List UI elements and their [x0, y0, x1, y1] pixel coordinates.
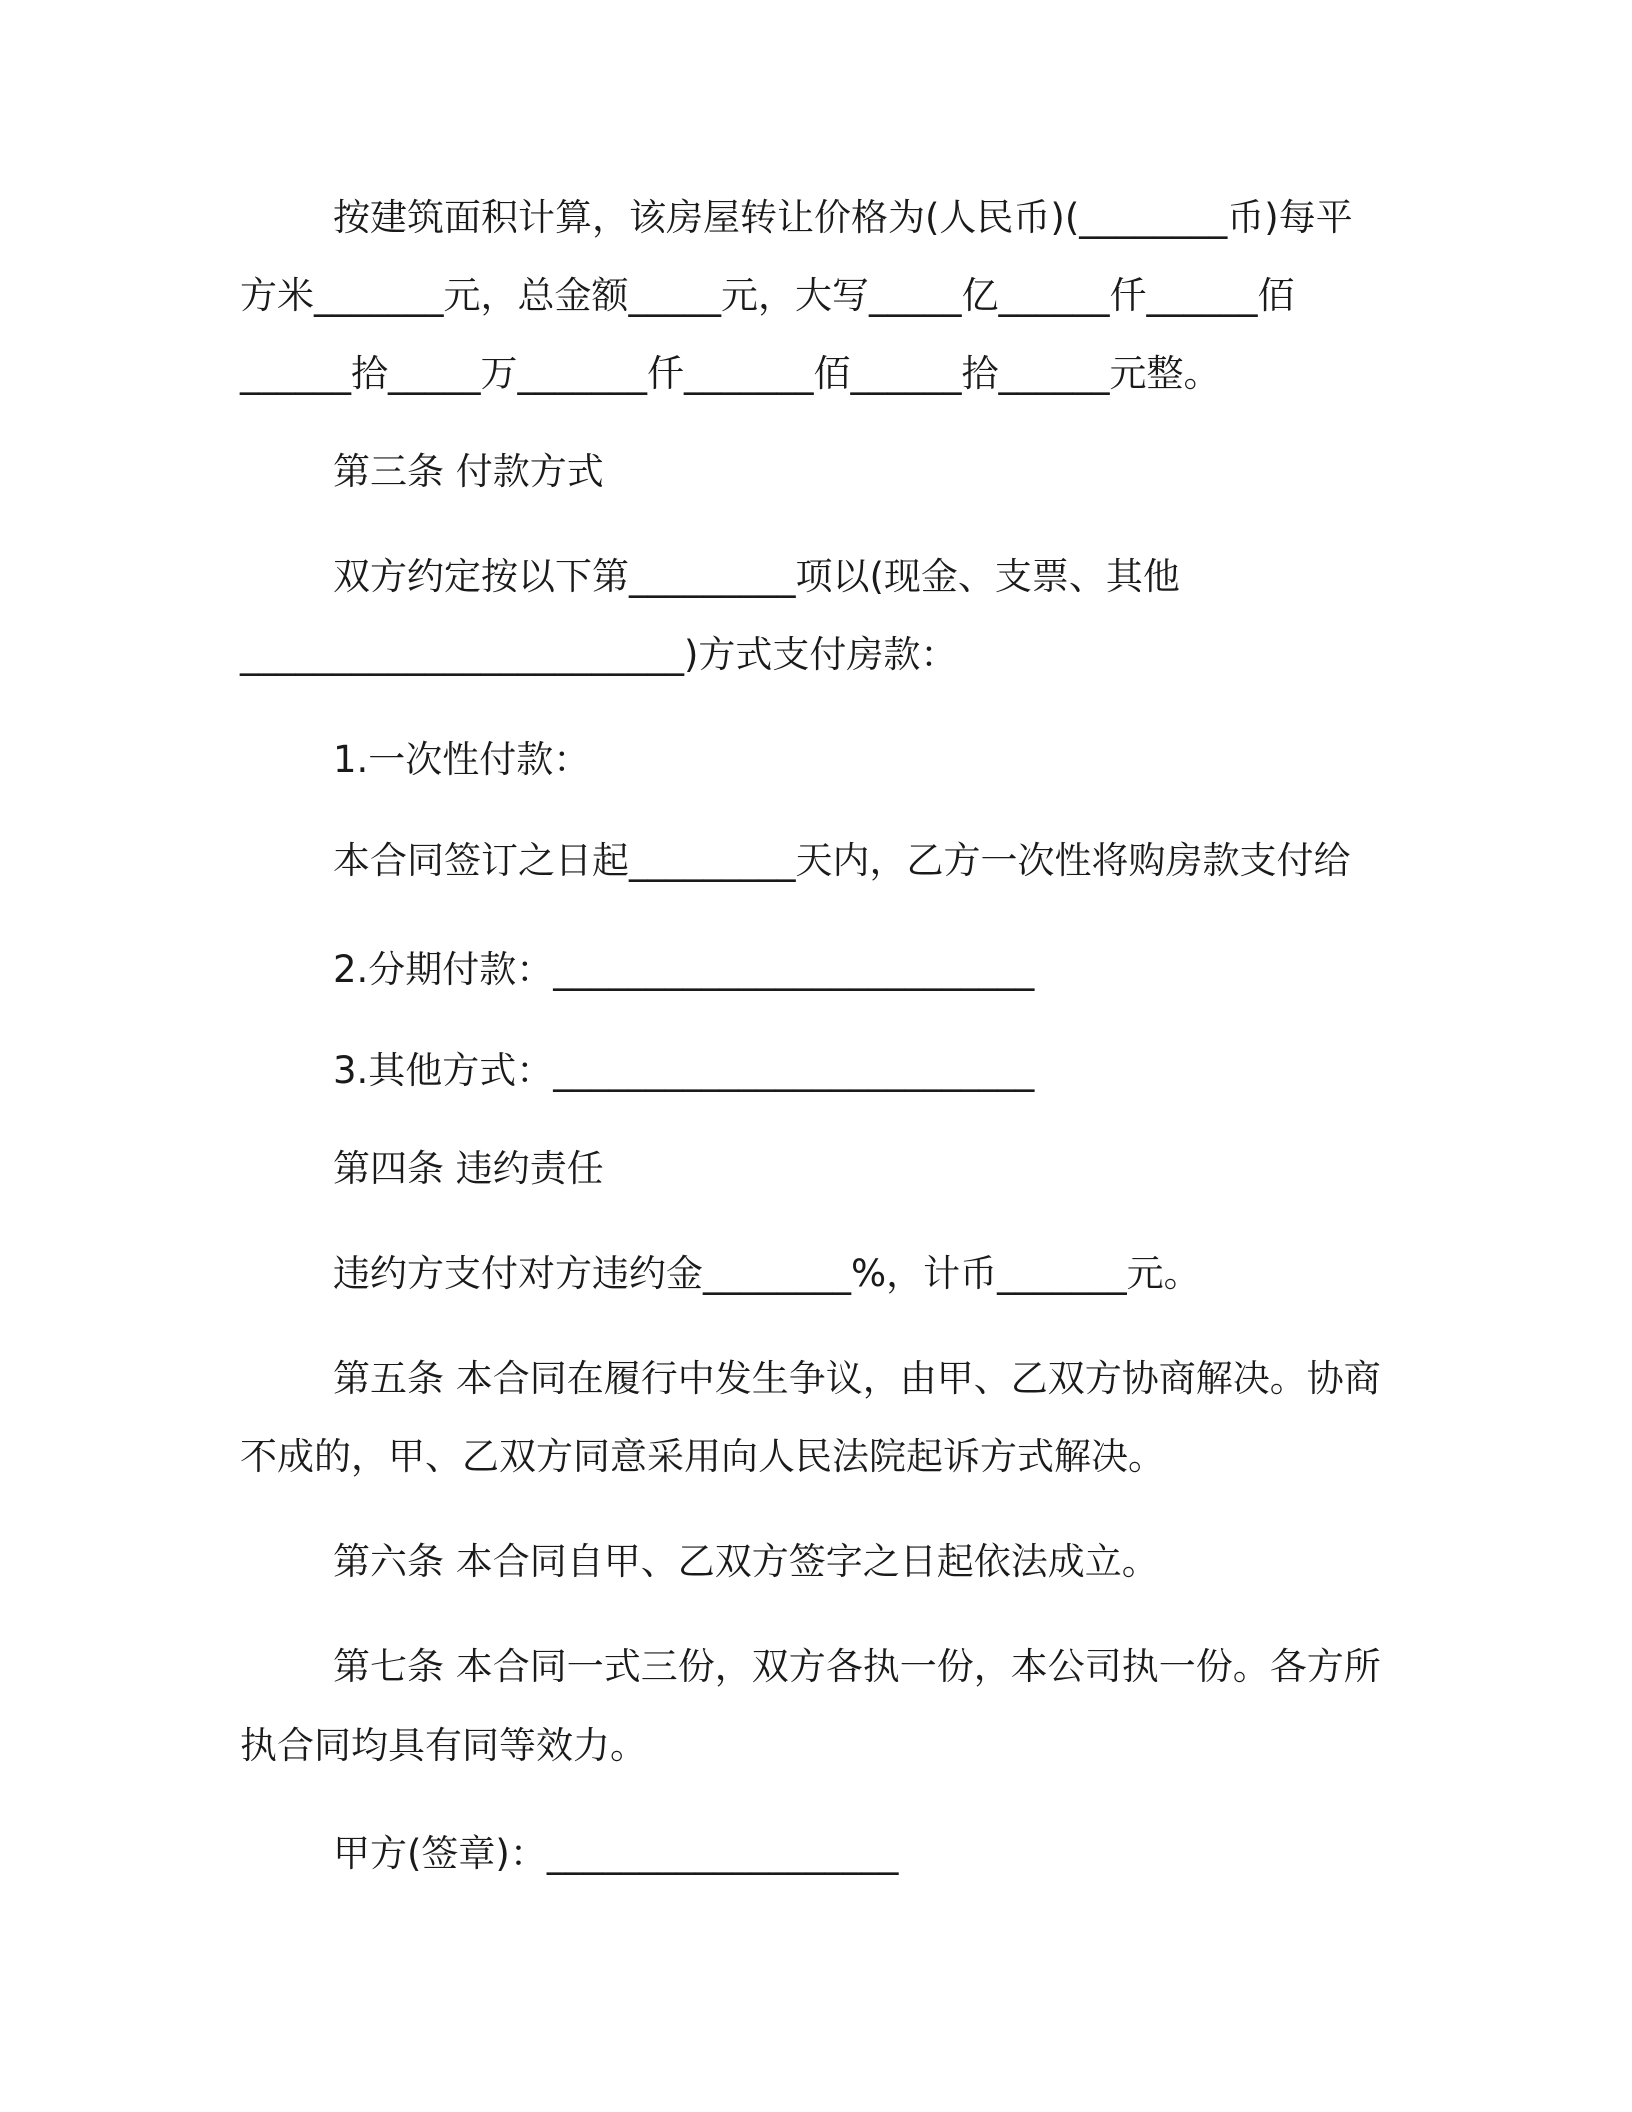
paragraph-price-line-2: 方米_______元，总金额_____元，大写_____亿______仟______佰 — [240, 274, 1295, 317]
article-5-line-1: 第五条 本合同在履行中发生争议，由甲、乙双方协商解决。协商 — [333, 1357, 1381, 1400]
lump-sum-text: 本合同签订之日起_________天内，乙方一次性将购房款支付给 — [333, 839, 1351, 882]
article-3-heading: 第三条 付款方式 — [333, 450, 604, 493]
article-4-heading: 第四条 违约责任 — [333, 1147, 604, 1190]
article-6-line: 第六条 本合同自甲、乙双方签字之日起依法成立。 — [333, 1540, 1159, 1583]
installment-line: 2.分期付款：__________________________ — [333, 948, 1035, 991]
payment-method-line-2: ________________________)方式支付房款： — [240, 633, 958, 676]
payment-method-line-1: 双方约定按以下第_________项以(现金、支票、其他 — [333, 555, 1180, 598]
paragraph-price-line-3: ______拾_____万_______仟_______佰______拾______元整。 — [240, 352, 1221, 395]
article-7-line-2: 执合同均具有同等效力。 — [240, 1724, 647, 1767]
article-5-line-2: 不成的，甲、乙双方同意采用向人民法院起诉方式解决。 — [240, 1435, 1165, 1478]
lump-sum-heading: 1.一次性付款： — [333, 738, 591, 781]
party-a-signature-line: 甲方(签章)：___________________ — [333, 1832, 899, 1875]
article-7-line-1: 第七条 本合同一式三份，双方各执一份，本公司执一份。各方所 — [333, 1645, 1381, 1688]
paragraph-price-line-1: 按建筑面积计算，该房屋转让价格为(人民币)(________币)每平 — [333, 196, 1353, 239]
penalty-line: 违约方支付对方违约金________%，计币_______元。 — [333, 1252, 1201, 1295]
other-method-line: 3.其他方式：__________________________ — [333, 1049, 1035, 1092]
